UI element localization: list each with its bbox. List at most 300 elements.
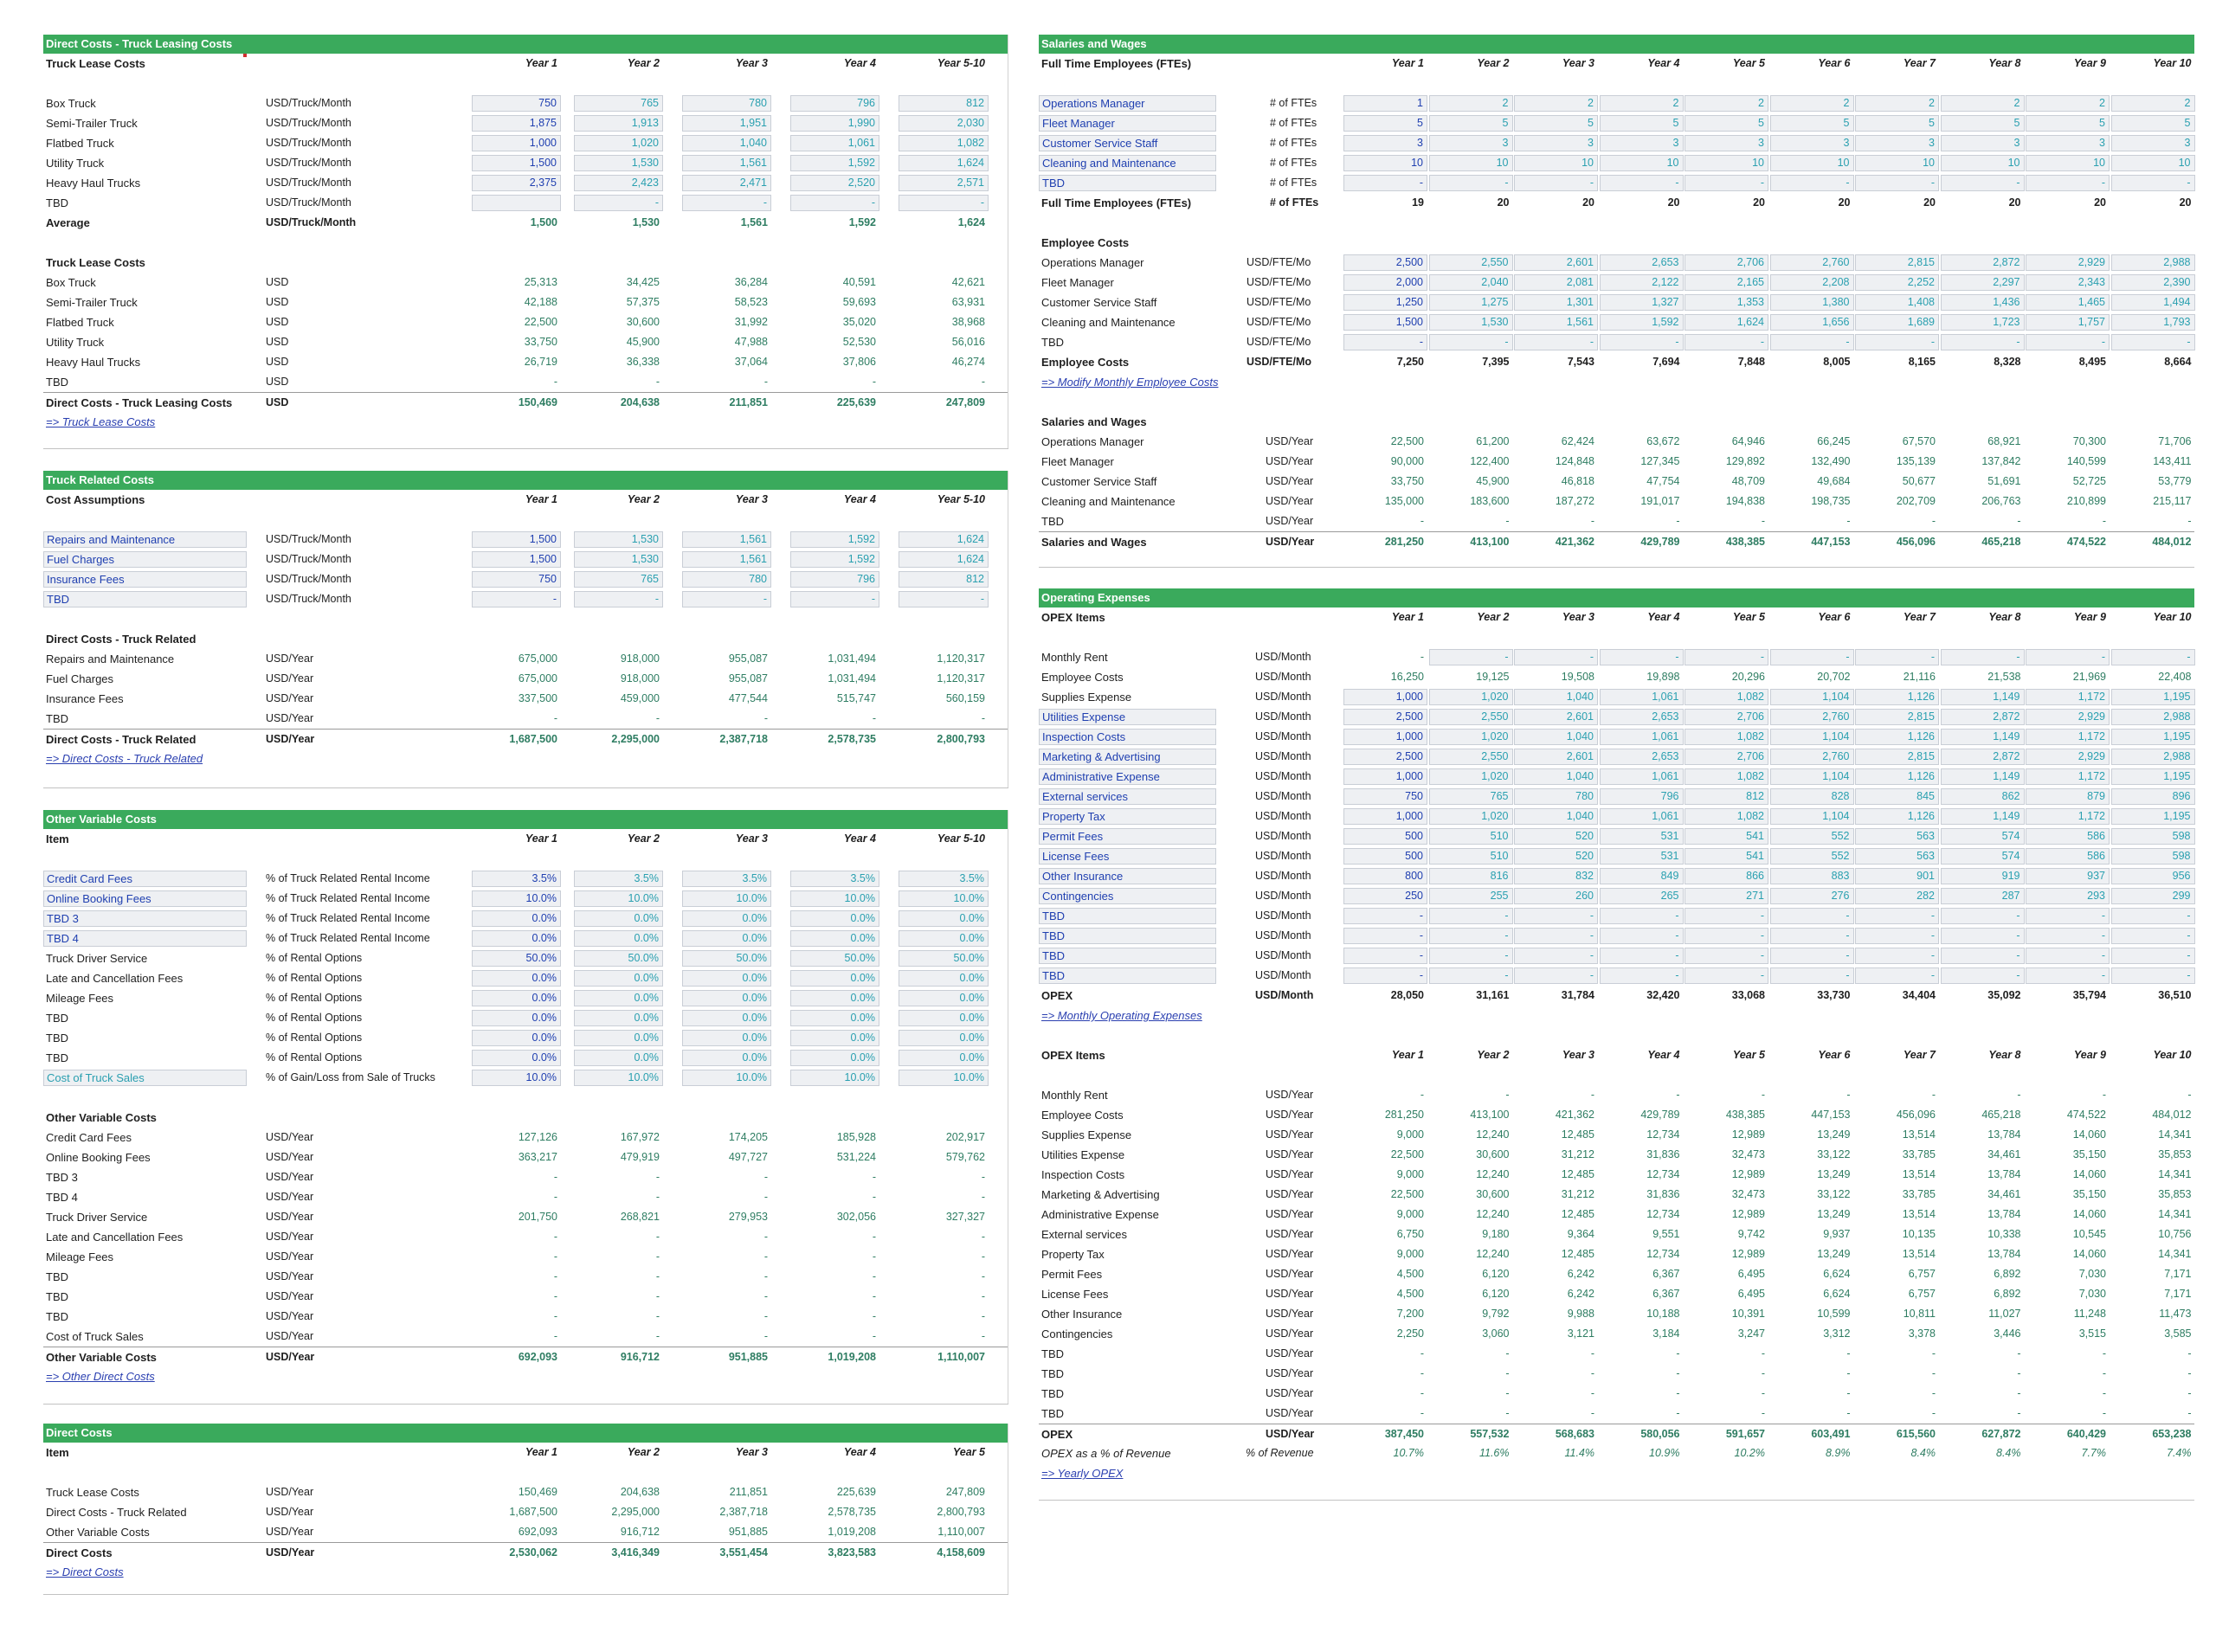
lease-input-row-y4[interactable]: 2,520 [790,175,879,191]
other-variable-input-row-y2[interactable]: 10.0% [574,1070,663,1086]
employee-cost-row-y5[interactable]: 2,165 [1685,274,1768,291]
opex-monthly-row-y3[interactable]: - [1514,967,1598,984]
employee-cost-row-y6[interactable]: 2,208 [1770,274,1854,291]
opex-monthly-row-y3[interactable]: 1,040 [1514,729,1598,745]
fte-row-y8[interactable]: 2 [1941,95,2025,112]
opex-monthly-row-y6[interactable]: 828 [1770,788,1854,805]
opex-monthly-row-y2[interactable]: 2,550 [1429,709,1513,725]
opex-monthly-row-y4[interactable]: 265 [1600,888,1684,904]
other-variable-input-row-y5[interactable]: 0.0% [899,970,989,987]
other-variable-input-row-y4[interactable]: 3.5% [790,871,879,887]
other-variable-input-row-y5[interactable]: 3.5% [899,871,989,887]
truck-related-input-row-label[interactable]: Fuel Charges [43,551,247,568]
employee-cost-row-y6[interactable]: 2,760 [1770,254,1854,271]
truck-related-input-row-y3[interactable]: - [682,591,771,607]
opex-monthly-row-y2[interactable]: 255 [1429,888,1513,904]
fte-row-y6[interactable]: - [1770,175,1854,191]
opex-monthly-row-y10[interactable]: 1,195 [2111,689,2195,705]
fte-row-y2[interactable]: - [1429,175,1513,191]
other-variable-input-row-y5[interactable]: 0.0% [899,1010,989,1026]
other-variable-input-row-y2[interactable]: 0.0% [574,1050,663,1066]
opex-monthly-row-y1[interactable]: 1,000 [1343,808,1427,825]
opex-monthly-row-y3[interactable]: 2,601 [1514,749,1598,765]
opex-monthly-row-y2[interactable]: 1,020 [1429,768,1513,785]
fte-row-y2[interactable]: 5 [1429,115,1513,132]
direct-costs-truck-related-link[interactable]: => Direct Costs - Truck Related [46,752,203,765]
other-variable-input-row-y2[interactable]: 10.0% [574,890,663,907]
fte-row-y7[interactable]: 2 [1855,95,1939,112]
lease-input-row-y1[interactable] [472,195,561,211]
other-variable-input-row-label[interactable]: Credit Card Fees [43,871,247,887]
employee-cost-row-y4[interactable]: 2,653 [1600,254,1684,271]
fte-row-y8[interactable]: - [1941,175,2025,191]
employee-cost-row-y5[interactable]: 2,706 [1685,254,1768,271]
other-variable-input-row-y1[interactable]: 0.0% [472,910,561,927]
lease-input-row-y4[interactable]: 796 [790,95,879,112]
opex-monthly-row-y9[interactable]: 879 [2026,788,2110,805]
other-variable-input-row-y4[interactable]: 50.0% [790,950,879,967]
opex-monthly-row-y6[interactable]: 2,760 [1770,709,1854,725]
fte-row-y7[interactable]: 5 [1855,115,1939,132]
opex-monthly-row-y7[interactable]: 282 [1855,888,1939,904]
opex-monthly-row-y4[interactable]: 531 [1600,828,1684,845]
opex-monthly-row-y9[interactable]: 1,172 [2026,768,2110,785]
lease-input-row-y1[interactable]: 1,500 [472,155,561,171]
opex-monthly-row-y1[interactable]: - [1420,651,1424,663]
employee-cost-row-y4[interactable]: 1,592 [1600,314,1684,331]
fte-row-y7[interactable]: - [1855,175,1939,191]
fte-row-y1[interactable]: 10 [1343,155,1427,171]
opex-monthly-row-y5[interactable]: 1,082 [1685,768,1768,785]
opex-monthly-row-y10[interactable]: - [2111,649,2195,665]
modify-employee-costs-link[interactable]: => Modify Monthly Employee Costs [1041,376,1219,389]
fte-row-y5[interactable]: 5 [1685,115,1768,132]
opex-monthly-row-y3[interactable]: 1,040 [1514,768,1598,785]
opex-monthly-row-y5[interactable]: - [1685,649,1768,665]
fte-row-y1[interactable]: 1 [1343,95,1427,112]
opex-monthly-row-y1[interactable]: - [1343,948,1427,964]
opex-monthly-row-y4[interactable]: 1,061 [1600,768,1684,785]
lease-input-row-y5[interactable]: 812 [899,95,989,112]
opex-monthly-row-y6[interactable]: 2,760 [1770,749,1854,765]
truck-related-input-row-y4[interactable]: 1,592 [790,531,879,548]
employee-cost-row-y1[interactable]: 1,500 [1343,314,1427,331]
opex-monthly-row-y9[interactable]: - [2026,967,2110,984]
opex-monthly-row-y3[interactable]: 260 [1514,888,1598,904]
employee-cost-row-y4[interactable]: - [1600,334,1684,350]
other-variable-input-row-y3[interactable]: 0.0% [682,1030,771,1046]
opex-monthly-row-y9[interactable]: 586 [2026,828,2110,845]
direct-costs-link[interactable]: => Direct Costs [46,1565,124,1578]
truck-related-input-row-y5[interactable]: 1,624 [899,531,989,548]
lease-input-row-y1[interactable]: 2,375 [472,175,561,191]
fte-row-y4[interactable]: 3 [1600,135,1684,151]
other-variable-input-row-y3[interactable]: 3.5% [682,871,771,887]
yearly-opex-link[interactable]: => Yearly OPEX [1041,1467,1124,1480]
opex-monthly-row-y5[interactable]: 2,706 [1685,749,1768,765]
fte-row-y9[interactable]: 2 [2026,95,2110,112]
fte-row-y8[interactable]: 5 [1941,115,2025,132]
opex-monthly-row-y6[interactable]: 1,104 [1770,689,1854,705]
employee-cost-row-y6[interactable]: 1,380 [1770,294,1854,311]
fte-row-label[interactable]: Fleet Manager [1039,115,1216,132]
opex-monthly-row-y4[interactable]: 1,061 [1600,689,1684,705]
fte-row-y5[interactable]: 3 [1685,135,1768,151]
opex-monthly-row-y1[interactable]: - [1343,908,1427,924]
opex-monthly-row-y2[interactable]: 816 [1429,868,1513,884]
lease-input-row-y3[interactable]: 780 [682,95,771,112]
opex-monthly-row-y9[interactable]: 2,929 [2026,749,2110,765]
opex-monthly-row-y7[interactable]: 563 [1855,828,1939,845]
opex-monthly-row-y3[interactable]: - [1514,908,1598,924]
other-variable-input-row-label[interactable]: TBD 4 [43,930,247,947]
employee-cost-row-y9[interactable]: - [2026,334,2110,350]
lease-input-row-y2[interactable]: 1,913 [574,115,663,132]
fte-row-y8[interactable]: 10 [1941,155,2025,171]
employee-cost-row-y6[interactable]: - [1770,334,1854,350]
opex-monthly-row-y5[interactable]: 812 [1685,788,1768,805]
opex-monthly-row-y6[interactable]: - [1770,967,1854,984]
opex-monthly-row-y8[interactable]: - [1941,928,2025,944]
truck-related-input-row-y5[interactable]: - [899,591,989,607]
opex-monthly-row-y10[interactable]: 1,195 [2111,768,2195,785]
other-variable-input-row-y5[interactable]: 0.0% [899,930,989,947]
opex-monthly-row-y1[interactable]: 750 [1343,788,1427,805]
opex-monthly-row-y8[interactable]: - [1941,649,2025,665]
opex-monthly-row-y2[interactable]: 1,020 [1429,729,1513,745]
other-variable-input-row-y2[interactable]: 0.0% [574,1030,663,1046]
employee-cost-row-y8[interactable]: - [1941,334,2025,350]
opex-monthly-row-y7[interactable]: 2,815 [1855,749,1939,765]
employee-cost-row-y3[interactable]: 2,601 [1514,254,1598,271]
opex-monthly-row-y8[interactable]: 2,872 [1941,749,2025,765]
opex-monthly-row-y6[interactable]: - [1770,649,1854,665]
truck-related-input-row-y1[interactable]: - [472,591,561,607]
other-variable-input-row-y2[interactable]: 0.0% [574,930,663,947]
fte-row-label[interactable]: Customer Service Staff [1039,135,1216,151]
employee-cost-row-y2[interactable]: 1,275 [1429,294,1513,311]
opex-monthly-row-y4[interactable]: - [1600,908,1684,924]
opex-monthly-row-y2[interactable]: 2,550 [1429,749,1513,765]
opex-monthly-row-y4[interactable]: 849 [1600,868,1684,884]
employee-cost-row-y6[interactable]: 1,656 [1770,314,1854,331]
opex-monthly-row-y7[interactable]: 845 [1855,788,1939,805]
truck-related-input-row-y2[interactable]: 1,530 [574,531,663,548]
lease-input-row-y2[interactable]: 2,423 [574,175,663,191]
opex-monthly-row-y8[interactable]: 287 [1941,888,2025,904]
opex-monthly-row-y3[interactable]: 780 [1514,788,1598,805]
opex-monthly-row-y5[interactable]: 1,082 [1685,689,1768,705]
opex-monthly-row-y8[interactable]: 1,149 [1941,729,2025,745]
fte-row-y6[interactable]: 10 [1770,155,1854,171]
opex-monthly-row-y6[interactable]: 883 [1770,868,1854,884]
employee-cost-row-y5[interactable]: - [1685,334,1768,350]
opex-monthly-row-y6[interactable]: 276 [1770,888,1854,904]
truck-related-input-row-y2[interactable]: 1,530 [574,551,663,568]
other-variable-input-row-label[interactable]: Cost of Truck Sales [43,1070,247,1086]
fte-row-y10[interactable]: 3 [2111,135,2195,151]
opex-monthly-row-y7[interactable]: 1,126 [1855,808,1939,825]
opex-monthly-row-y9[interactable]: 1,172 [2026,689,2110,705]
lease-input-row-y1[interactable]: 1,000 [472,135,561,151]
opex-monthly-row-y9[interactable]: - [2026,649,2110,665]
opex-monthly-row-y5[interactable]: 541 [1685,828,1768,845]
opex-monthly-row-y1[interactable]: 2,500 [1343,709,1427,725]
other-variable-input-row-y4[interactable]: 0.0% [790,970,879,987]
other-variable-input-row-y3[interactable]: 0.0% [682,1050,771,1066]
opex-monthly-row-y8[interactable]: 862 [1941,788,2025,805]
opex-monthly-row-y6[interactable]: 1,104 [1770,729,1854,745]
employee-cost-row-y10[interactable]: - [2111,334,2195,350]
truck-related-input-row-y4[interactable]: 1,592 [790,551,879,568]
truck-related-input-row-y1[interactable]: 750 [472,571,561,588]
opex-monthly-row-y1[interactable]: 500 [1343,848,1427,865]
opex-monthly-row-y7[interactable]: 2,815 [1855,709,1939,725]
opex-monthly-row-y4[interactable]: 1,061 [1600,729,1684,745]
opex-monthly-row-y6[interactable]: 1,104 [1770,768,1854,785]
opex-monthly-row-y1[interactable]: 1,000 [1343,689,1427,705]
opex-monthly-row-y3[interactable]: 2,601 [1514,709,1598,725]
lease-input-row-y2[interactable]: - [574,195,663,211]
fte-row-y6[interactable]: 2 [1770,95,1854,112]
other-variable-input-row-y4[interactable]: 0.0% [790,990,879,1006]
lease-input-row-y5[interactable]: 2,571 [899,175,989,191]
lease-input-row-y4[interactable]: 1,990 [790,115,879,132]
lease-input-row-y5[interactable]: 1,082 [899,135,989,151]
employee-cost-row-y2[interactable]: 1,530 [1429,314,1513,331]
other-variable-input-row-y5[interactable]: 0.0% [899,1030,989,1046]
truck-related-input-row-y3[interactable]: 1,561 [682,551,771,568]
other-variable-input-row-y4[interactable]: 0.0% [790,1030,879,1046]
fte-row-y4[interactable]: 5 [1600,115,1684,132]
opex-monthly-row-y8[interactable]: 1,149 [1941,808,2025,825]
opex-monthly-row-label[interactable]: TBD [1039,928,1216,944]
other-variable-input-row-y3[interactable]: 50.0% [682,950,771,967]
other-variable-input-row-y1[interactable]: 50.0% [472,950,561,967]
opex-monthly-row-y7[interactable]: 1,126 [1855,729,1939,745]
truck-related-input-row-y1[interactable]: 1,500 [472,551,561,568]
employee-cost-row-y7[interactable]: 1,408 [1855,294,1939,311]
employee-cost-row-y3[interactable]: 2,081 [1514,274,1598,291]
other-variable-input-row-y1[interactable]: 0.0% [472,990,561,1006]
opex-monthly-row-y2[interactable]: 1,020 [1429,808,1513,825]
fte-row-y10[interactable]: 2 [2111,95,2195,112]
opex-monthly-row-y2[interactable]: 510 [1429,828,1513,845]
truck-related-input-row-y2[interactable]: - [574,591,663,607]
fte-row-y1[interactable]: 3 [1343,135,1427,151]
employee-cost-row-y7[interactable]: 1,689 [1855,314,1939,331]
fte-row-y3[interactable]: 10 [1514,155,1598,171]
truck-related-input-row-y2[interactable]: 765 [574,571,663,588]
opex-monthly-row-label[interactable]: TBD [1039,967,1216,984]
opex-monthly-row-y8[interactable]: 574 [1941,828,2025,845]
lease-input-row-y4[interactable]: 1,061 [790,135,879,151]
opex-monthly-row-y7[interactable]: - [1855,967,1939,984]
employee-cost-row-y10[interactable]: 2,988 [2111,254,2195,271]
opex-monthly-row-y10[interactable]: 299 [2111,888,2195,904]
other-variable-input-row-y5[interactable]: 0.0% [899,1050,989,1066]
other-variable-input-row-y2[interactable]: 0.0% [574,990,663,1006]
employee-cost-row-y3[interactable]: - [1514,334,1598,350]
opex-monthly-row-y5[interactable]: - [1685,928,1768,944]
truck-related-input-row-y5[interactable]: 812 [899,571,989,588]
truck-related-input-row-label[interactable]: TBD [43,591,247,607]
opex-monthly-row-y8[interactable]: 1,149 [1941,689,2025,705]
lease-input-row-y5[interactable]: 2,030 [899,115,989,132]
opex-monthly-row-label[interactable]: Utilities Expense [1039,709,1216,725]
fte-row-y1[interactable]: 5 [1343,115,1427,132]
other-variable-input-row-y2[interactable]: 0.0% [574,910,663,927]
opex-monthly-row-y8[interactable]: 919 [1941,868,2025,884]
other-variable-input-row-y4[interactable]: 0.0% [790,1050,879,1066]
fte-row-y6[interactable]: 3 [1770,135,1854,151]
lease-input-row-y4[interactable]: 1,592 [790,155,879,171]
truck-related-input-row-y5[interactable]: 1,624 [899,551,989,568]
opex-monthly-row-y9[interactable]: 1,172 [2026,808,2110,825]
opex-monthly-row-y10[interactable]: 896 [2111,788,2195,805]
other-variable-input-row-y2[interactable]: 0.0% [574,970,663,987]
fte-row-y9[interactable]: - [2026,175,2110,191]
opex-monthly-row-y10[interactable]: 1,195 [2111,729,2195,745]
fte-row-y10[interactable]: 5 [2111,115,2195,132]
other-variable-input-row-y3[interactable]: 0.0% [682,1010,771,1026]
truck-related-input-row-label[interactable]: Insurance Fees [43,571,247,588]
fte-row-label[interactable]: Operations Manager [1039,95,1216,112]
truck-lease-costs-link[interactable]: => Truck Lease Costs [46,415,156,428]
employee-cost-row-y1[interactable]: 2,000 [1343,274,1427,291]
opex-monthly-row-y10[interactable]: - [2111,948,2195,964]
fte-row-y8[interactable]: 3 [1941,135,2025,151]
opex-monthly-row-y7[interactable]: 1,126 [1855,768,1939,785]
opex-monthly-row-y2[interactable]: - [1429,908,1513,924]
opex-monthly-row-label[interactable]: TBD [1039,908,1216,924]
opex-monthly-row-y8[interactable]: 1,149 [1941,768,2025,785]
opex-monthly-row-y4[interactable]: 796 [1600,788,1684,805]
opex-monthly-row-y10[interactable]: - [2111,967,2195,984]
truck-related-input-row-y4[interactable]: 796 [790,571,879,588]
fte-row-y10[interactable]: - [2111,175,2195,191]
fte-row-y1[interactable]: - [1343,175,1427,191]
lease-input-row-y2[interactable]: 1,530 [574,155,663,171]
other-variable-input-row-y1[interactable]: 0.0% [472,970,561,987]
opex-monthly-row-y2[interactable]: 1,020 [1429,689,1513,705]
fte-row-y4[interactable]: - [1600,175,1684,191]
employee-cost-row-y8[interactable]: 2,872 [1941,254,2025,271]
opex-monthly-row-y3[interactable]: 1,040 [1514,689,1598,705]
opex-monthly-row-label[interactable]: Marketing & Advertising [1039,749,1216,765]
opex-monthly-row-y4[interactable]: - [1600,928,1684,944]
opex-monthly-row-y6[interactable]: 552 [1770,828,1854,845]
opex-monthly-row-y9[interactable]: 937 [2026,868,2110,884]
opex-monthly-row-y7[interactable]: - [1855,948,1939,964]
lease-input-row-y2[interactable]: 1,020 [574,135,663,151]
opex-monthly-row-y9[interactable]: - [2026,948,2110,964]
opex-monthly-row-y9[interactable]: 293 [2026,888,2110,904]
opex-monthly-row-y1[interactable]: 500 [1343,828,1427,845]
lease-input-row-y3[interactable]: 1,561 [682,155,771,171]
opex-monthly-row-y5[interactable]: - [1685,908,1768,924]
other-variable-input-row-y1[interactable]: 10.0% [472,1070,561,1086]
fte-row-y3[interactable]: 3 [1514,135,1598,151]
opex-monthly-row-y3[interactable]: - [1514,948,1598,964]
employee-cost-row-y8[interactable]: 1,723 [1941,314,2025,331]
truck-related-input-row-label[interactable]: Repairs and Maintenance [43,531,247,548]
opex-monthly-row-y10[interactable]: - [2111,908,2195,924]
opex-monthly-row-y4[interactable]: 2,653 [1600,709,1684,725]
opex-monthly-row-y2[interactable]: 765 [1429,788,1513,805]
employee-cost-row-y1[interactable]: 1,250 [1343,294,1427,311]
other-variable-input-row-y2[interactable]: 3.5% [574,871,663,887]
fte-row-y6[interactable]: 5 [1770,115,1854,132]
opex-monthly-row-label[interactable]: TBD [1039,948,1216,964]
employee-cost-row-y2[interactable]: 2,040 [1429,274,1513,291]
opex-monthly-row-y2[interactable]: 510 [1429,848,1513,865]
opex-monthly-row-y4[interactable]: 2,653 [1600,749,1684,765]
opex-monthly-row-label[interactable]: Contingencies [1039,888,1216,904]
opex-monthly-row-y1[interactable]: - [1343,967,1427,984]
opex-monthly-row-label[interactable]: Administrative Expense [1039,768,1216,785]
other-variable-input-row-y5[interactable]: 50.0% [899,950,989,967]
opex-monthly-row-y8[interactable]: - [1941,908,2025,924]
fte-row-y2[interactable]: 2 [1429,95,1513,112]
fte-row-y5[interactable]: 10 [1685,155,1768,171]
employee-cost-row-y9[interactable]: 1,757 [2026,314,2110,331]
opex-monthly-row-y8[interactable]: - [1941,948,2025,964]
opex-monthly-row-label[interactable]: Other Insurance [1039,868,1216,884]
employee-cost-row-y2[interactable]: 2,550 [1429,254,1513,271]
other-variable-input-row-y1[interactable]: 0.0% [472,1050,561,1066]
opex-monthly-row-y2[interactable]: - [1429,967,1513,984]
other-variable-input-row-y2[interactable]: 50.0% [574,950,663,967]
fte-row-y3[interactable]: 5 [1514,115,1598,132]
employee-cost-row-y10[interactable]: 1,494 [2111,294,2195,311]
other-variable-input-row-y3[interactable]: 0.0% [682,930,771,947]
other-variable-input-row-y2[interactable]: 0.0% [574,1010,663,1026]
opex-monthly-row-y1[interactable]: - [1343,928,1427,944]
opex-monthly-row-y6[interactable]: - [1770,948,1854,964]
opex-monthly-row-label[interactable]: Inspection Costs [1039,729,1216,745]
employee-cost-row-y3[interactable]: 1,561 [1514,314,1598,331]
opex-monthly-row-y2[interactable]: - [1429,948,1513,964]
opex-monthly-row-y2[interactable]: - [1429,928,1513,944]
opex-monthly-row-y6[interactable]: - [1770,928,1854,944]
employee-cost-row-y4[interactable]: 1,327 [1600,294,1684,311]
other-variable-input-row-y5[interactable]: 0.0% [899,990,989,1006]
opex-monthly-row-y1[interactable]: 1,000 [1343,729,1427,745]
opex-monthly-row-y3[interactable]: 520 [1514,828,1598,845]
lease-input-row-y1[interactable]: 1,875 [472,115,561,132]
fte-row-y4[interactable]: 10 [1600,155,1684,171]
opex-monthly-row-y5[interactable]: - [1685,948,1768,964]
other-variable-input-row-label[interactable]: TBD 3 [43,910,247,927]
other-variable-input-row-y4[interactable]: 0.0% [790,1010,879,1026]
opex-monthly-row-y4[interactable]: - [1600,967,1684,984]
opex-monthly-row-y6[interactable]: 552 [1770,848,1854,865]
employee-cost-row-y2[interactable]: - [1429,334,1513,350]
lease-input-row-y3[interactable]: 1,951 [682,115,771,132]
other-variable-input-row-y1[interactable]: 10.0% [472,890,561,907]
opex-monthly-row-y3[interactable]: - [1514,649,1598,665]
fte-row-y2[interactable]: 3 [1429,135,1513,151]
fte-row-y5[interactable]: - [1685,175,1768,191]
opex-monthly-row-y9[interactable]: 2,929 [2026,709,2110,725]
opex-monthly-row-y3[interactable]: 520 [1514,848,1598,865]
opex-monthly-row-y10[interactable]: 956 [2111,868,2195,884]
other-variable-input-row-y3[interactable]: 10.0% [682,890,771,907]
employee-cost-row-y1[interactable]: - [1343,334,1427,350]
employee-cost-row-y5[interactable]: 1,353 [1685,294,1768,311]
truck-related-input-row-y1[interactable]: 1,500 [472,531,561,548]
